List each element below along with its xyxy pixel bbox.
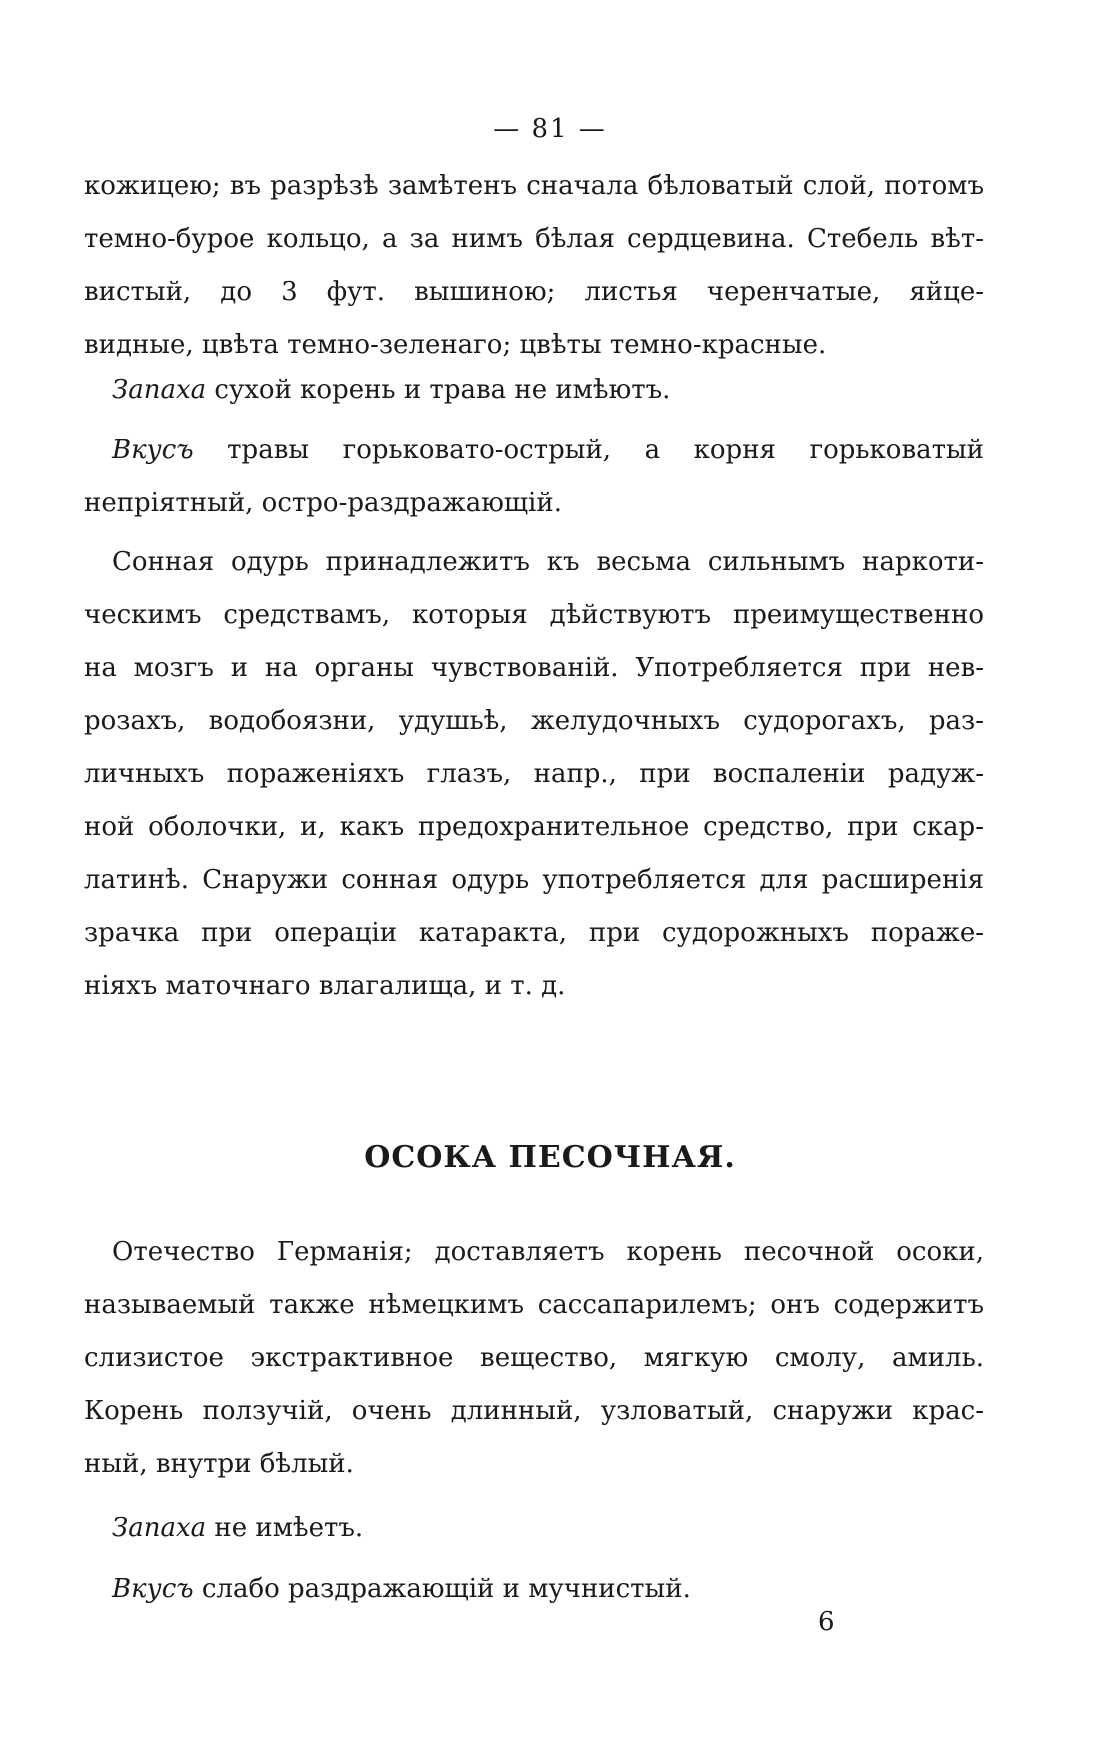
- section-heading: ОСОКА ПЕСОЧНАЯ.: [364, 1140, 736, 1175]
- text-line: Отечество Германія; доставляетъ корень песочной осоки,: [112, 1237, 984, 1267]
- text-line: Корень ползучій, очень длинный, узловатый, снаружи крас-: [84, 1396, 984, 1426]
- text-line: ный, внутри бѣлый.: [84, 1449, 354, 1479]
- text-line: называемый также нѣмецкимъ сассапарилемъ; онъ содержитъ: [84, 1290, 984, 1320]
- text-line: непріятный, остро-раздражающій.: [84, 488, 562, 518]
- section2-paragraph: [84, 1226, 984, 1491]
- text-line: Сонная одурь принадлежитъ къ весьма сильнымъ наркоти-: [112, 547, 984, 577]
- text-line: темно-бурое кольцо, а за нимъ бѣлая сердцевина. Стебель вѣт-: [84, 224, 984, 254]
- text-line: ческимъ средствамъ, которыя дѣйствуютъ преимущественно: [84, 600, 984, 630]
- text-line: кожицею; въ разрѣзѣ замѣтенъ сначала бѣловатый слой, потомъ: [84, 171, 984, 201]
- text-line: розахъ, водобоязни, удушьѣ, желудочныхъ судорогахъ, раз-: [84, 706, 984, 736]
- smell-label: Запаха: [112, 1513, 207, 1543]
- page-number: — 81 —: [493, 114, 607, 144]
- smell-text: сухой корень и трава не имѣютъ.: [206, 375, 671, 405]
- smell-paragraph: [84, 364, 984, 417]
- text-line: слизистое экстрактивное вещество, мягкую смолу, амиль.: [84, 1343, 984, 1373]
- text-line: ной оболочки, и, какъ предохранительное средство, при скар-: [84, 812, 984, 842]
- text-line: ніяхъ маточнаго влагалища, и т. д.: [84, 971, 566, 1001]
- text-line: личныхъ пораженіяхъ глазъ, напр., при воспаленіи радуж-: [84, 759, 984, 789]
- signature-mark: 6: [818, 1607, 835, 1637]
- smell-label: Запаха: [112, 375, 207, 405]
- text-line: латинѣ. Снаружи сонная одурь употребляется для расширенія: [84, 865, 984, 895]
- taste-paragraph: [84, 424, 984, 530]
- taste-text: травы горьковато-острый, а корня горьковатый: [193, 435, 984, 465]
- text-line: зрачка при операціи катаракта, при судорожныхъ пораже-: [84, 918, 984, 948]
- taste-label: Вкусъ: [112, 1574, 194, 1604]
- section2-smell-paragraph: [84, 1502, 984, 1555]
- taste-text: слабо раздражающій и мучнистый.: [193, 1574, 691, 1604]
- text-line: вистый, до 3 фут. вышиною; листья черенчатые, яйце-: [84, 277, 984, 307]
- text-line: видные, цвѣта темно-зеленаго; цвѣты темно-красные.: [84, 330, 827, 360]
- description-paragraph: [84, 160, 984, 372]
- taste-label: Вкусъ: [112, 435, 194, 465]
- section2-taste-paragraph: [84, 1563, 984, 1616]
- usage-paragraph: [84, 536, 984, 1013]
- smell-text: не имѣетъ.: [206, 1513, 364, 1543]
- text-line: на мозгъ и на органы чувствованій. Употребляется при нев-: [84, 653, 984, 683]
